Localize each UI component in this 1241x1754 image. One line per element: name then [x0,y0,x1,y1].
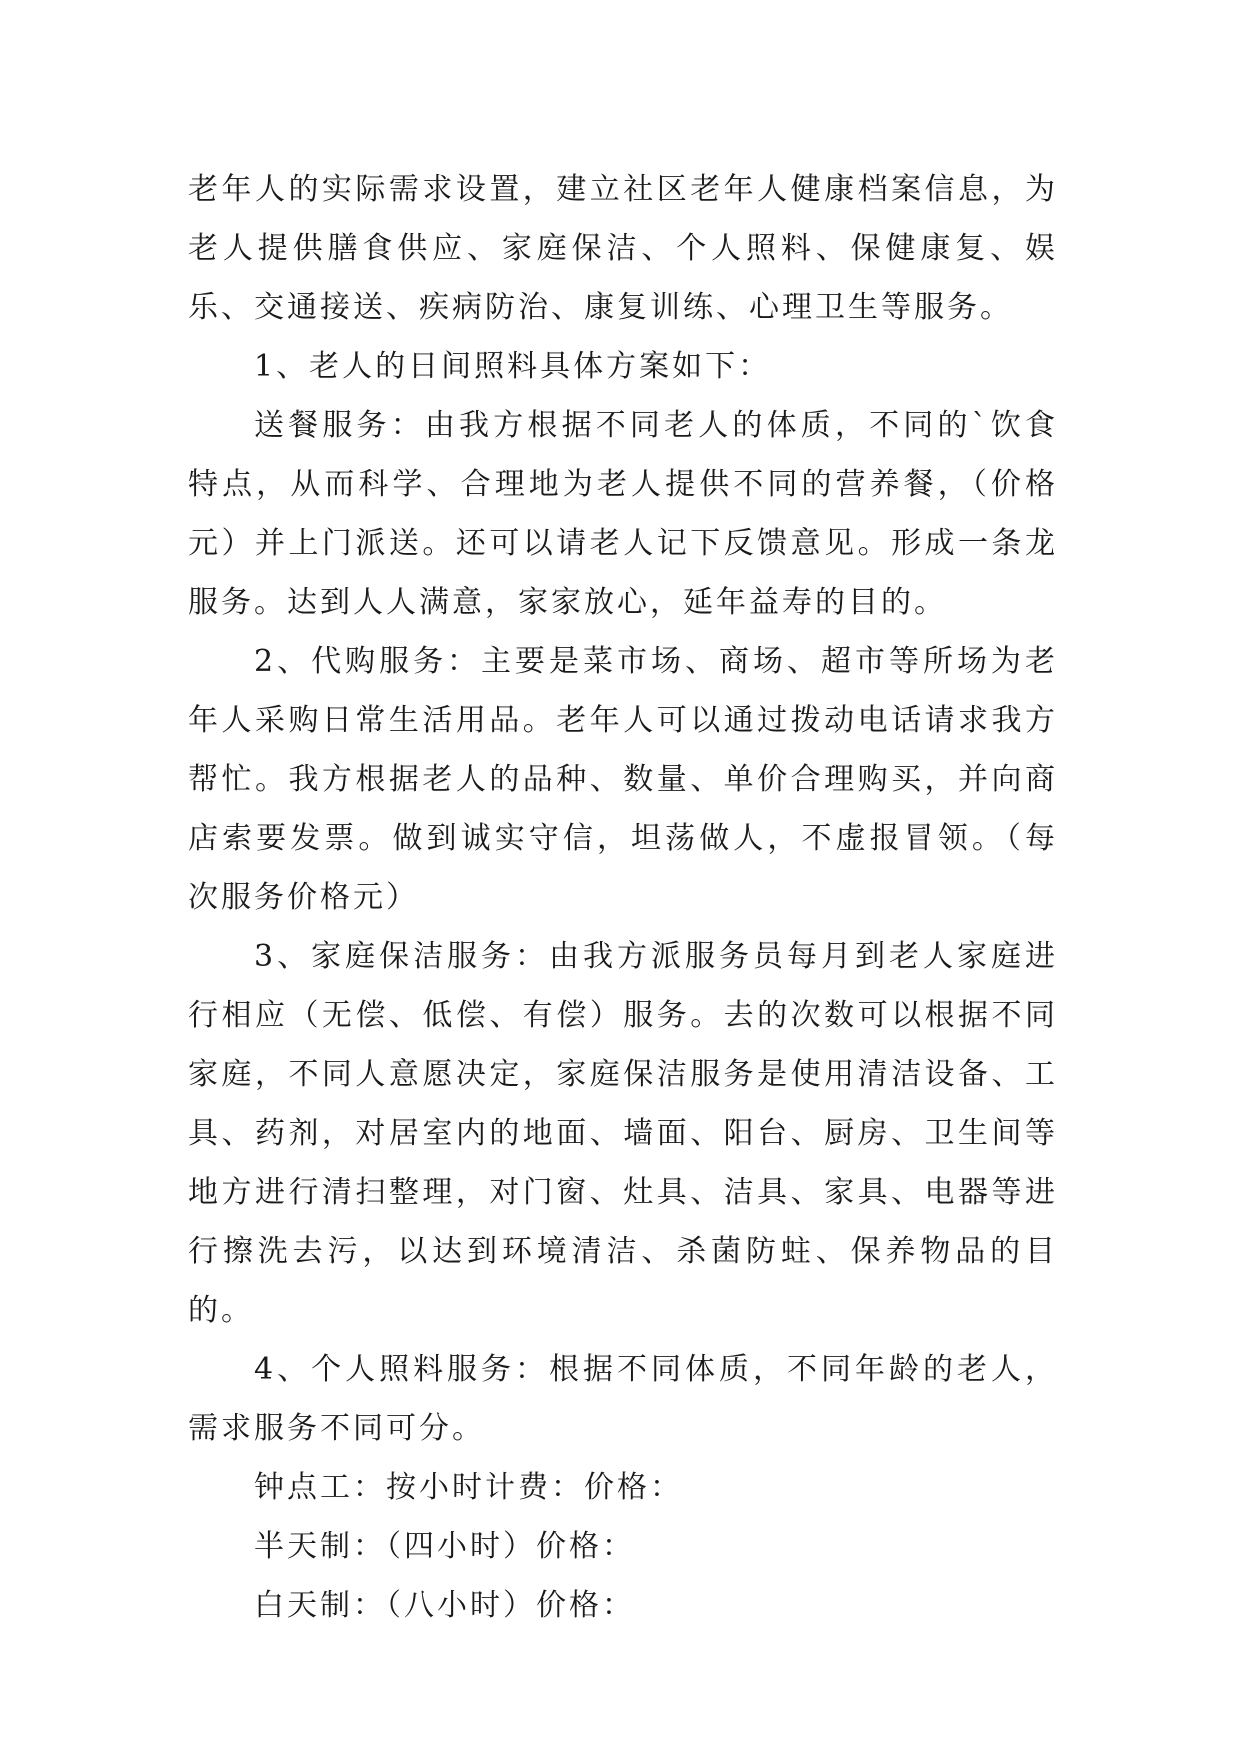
paragraph-hourly-rate: 钟点工：按小时计费：价格： [254,1470,683,1505]
paragraph-intro: 老年人的实际需求设置，建立社区老年人健康档案信息，为老人提供膳食供应、家庭保洁、个人照料、保健康复、娱乐、交通接送、疾病防治、康复训练、心理卫生等服务。 [188,172,1058,325]
document-body [188,160,1058,1635]
paragraph-purchasing-service: 2、代购服务：主要是菜市场、商场、超市等所场为老年人采购日常生活用品。老年人可以通过拨动电话请求我方帮忙。我方根据老人的品种、数量、单价合理购买，并向商店索要发票。做到诚实守信，坦荡做人，不虚报冒领。（每次服务价格元） [188,644,1058,915]
paragraph-personal-care: 4、个人照料服务：根据不同体质，不同年龄的老人，需求服务不同可分。 [188,1352,1058,1446]
paragraph-half-day-rate: 半天制：（四小时）价格： [254,1529,635,1564]
paragraph-cleaning-service: 3、家庭保洁服务：由我方派服务员每月到老人家庭进行相应（无偿、低偿、有偿）服务。去的次数可以根据不同家庭，不同人意愿决定，家庭保洁服务是使用清洁设备、工具、药剂，对居室内的地面、墙面、阳台、厨房、卫生间等地方进行清扫整理，对门窗、灶具、洁具、家具、电器等进行擦洗去污，以达到环境清洁、杀菌防蛀、保养物品的目的。 [188,939,1058,1328]
paragraph-section-1-heading: 1、老人的日间照料具体方案如下： [254,349,772,384]
paragraph-meal-delivery: 送餐服务：由我方根据不同老人的体质，不同的`饮食特点，从而科学、合理地为老人提供不同的营养餐，（价格元）并上门派送。还可以请老人记下反馈意见。形成一条龙服务。达到人人满意，家家放心，延年益寿的目的。 [188,408,1058,620]
paragraph-daytime-rate: 白天制：（八小时）价格： [254,1588,635,1623]
